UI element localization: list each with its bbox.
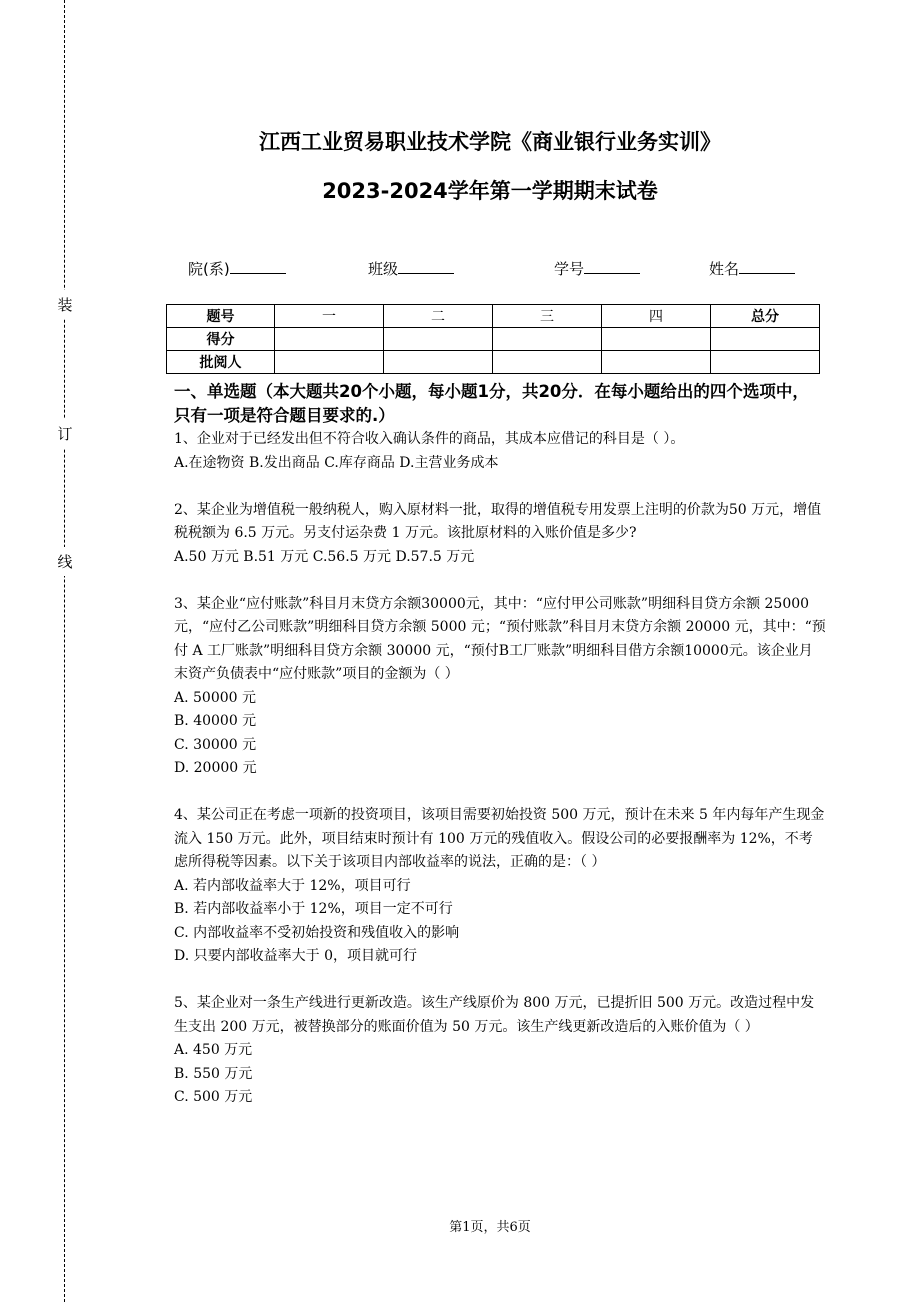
option-c: C. 内部收益率不受初始投资和残值收入的影响 (174, 924, 460, 941)
question-text: 2、某企业为增值税一般纳税人，购入原材料一批，取得的增值税专用发票上注明的价款为50 万元，增值税税额为 6.5 万元。另支付运杂费 1 万元。该批原材料的入账价值是多少? (174, 501, 822, 541)
grader-cell[interactable] (275, 351, 384, 374)
score-cell[interactable] (493, 328, 602, 351)
dept-label: 院(系) (188, 260, 230, 278)
question-text: 4、某公司正在考虑一项新的投资项目，该项目需要初始投资 500 万元，预计在未来 5 年内每年产生现金流入 150 万元。此外，项目结束时预计有 100 万元的残值收入。假设公司的必要报酬率为 12%，不考虑所得税等因素。以下关于该项目内部收益率的说法，正确的是：（ ） (174, 807, 825, 870)
option-a: A. 若内部收益率大于 12%，项目可行 (174, 877, 411, 894)
grader-cell[interactable] (711, 351, 820, 374)
question-text: 5、某企业对一条生产线进行更新改造。该生产线原价为 800 万元，已提折旧 500 万元。改造过程中发生支出 200 万元，被替换部分的账面价值为 50 万元。该生产线更新改造后的入账价值为（ ） (174, 995, 815, 1035)
option-a: A. 50000 元 (174, 689, 256, 706)
grader-row (167, 351, 820, 374)
score-cell[interactable] (602, 328, 711, 351)
name-blank[interactable] (739, 259, 795, 274)
option-b: B. 40000 元 (174, 713, 257, 729)
section-1-heading: 一、单选题（本大题共20个小题，每小题1分，共20分．在每小题给出的四个选项中，只有一项是符合题目要求的.） (174, 382, 809, 425)
header-cell: 四 (602, 305, 711, 328)
binding-char-zhuang: 装 (56, 290, 74, 319)
grader-row-label: 批阅人 (167, 351, 275, 374)
grader-cell[interactable] (384, 351, 493, 374)
header-cell: 二 (384, 305, 493, 328)
score-cell[interactable] (384, 328, 493, 351)
name-label: 姓名 (709, 260, 740, 278)
score-row-label: 得分 (167, 328, 275, 351)
option-c: C. 30000 元 (174, 736, 257, 753)
question-text: 3、某企业“应付账款”科目月末贷方余额30000元，其中：“应付甲公司账款”明细科目贷方余额 25000 元，“应付乙公司账款”明细科目贷方余额 5000 元；“预付账款”科目月末贷方余额 20000 元，其中：“预付 A 工厂账款”明细科目贷方余额 30000 元，“预付B工厂账款”明细科目借方余额10000元。该企业月末资产负债表中“应付账款”项目的金额为（ ） (174, 595, 826, 682)
option-c: C. 500 万元 (174, 1089, 253, 1105)
score-cell[interactable] (275, 328, 384, 351)
class-label: 班级 (368, 260, 399, 278)
binding-char-ding: 订 (56, 419, 74, 448)
score-table-header-row (167, 305, 820, 328)
dept-blank[interactable] (230, 259, 286, 274)
student-id-field[interactable] (554, 258, 640, 279)
question-options: A.50 万元 B.51 万元 C.56.5 万元 D.57.5 万元 (174, 548, 475, 565)
option-d: D. 只要内部收益率大于 0，项目就可行 (174, 948, 417, 964)
score-cell[interactable] (711, 328, 820, 351)
question-3 (174, 593, 826, 781)
score-table (166, 304, 820, 374)
exam-title-line-2: 2023-2024学年第一学期期末试卷 (322, 179, 658, 203)
binding-char-xian: 线 (56, 547, 74, 576)
question-5 (174, 992, 826, 1110)
header-cell: 题号 (167, 305, 275, 328)
student-id-blank[interactable] (584, 259, 640, 274)
option-b: B. 550 万元 (174, 1065, 253, 1082)
dept-field[interactable] (188, 258, 286, 279)
question-4 (174, 804, 826, 969)
exam-title-line-1: 江西工业贸易职业技术学院《商业银行业务实训》 (259, 130, 721, 154)
name-field[interactable] (709, 258, 795, 279)
class-field[interactable] (368, 258, 454, 279)
question-2 (174, 499, 826, 570)
header-cell: 总分 (711, 305, 820, 328)
option-b: B. 若内部收益率小于 12%，项目一定不可行 (174, 901, 453, 917)
student-id-label: 学号 (554, 260, 585, 278)
question-options: A.在途物资 B.发出商品 C.库存商品 D.主营业务成本 (174, 454, 499, 471)
option-a: A. 450 万元 (174, 1042, 253, 1058)
question-1 (174, 428, 826, 475)
page-footer: 第1页，共6页 (449, 1220, 531, 1235)
grader-cell[interactable] (602, 351, 711, 374)
grader-cell[interactable] (493, 351, 602, 374)
question-text: 1、企业对于已经发出但不符合收入确认条件的商品，其成本应借记的科目是（ ）。 (174, 431, 685, 447)
header-cell: 一 (275, 305, 384, 328)
class-blank[interactable] (398, 259, 454, 274)
option-d: D. 20000 元 (174, 760, 257, 776)
score-row (167, 328, 820, 351)
questions-list (174, 428, 826, 1133)
header-cell: 三 (493, 305, 602, 328)
